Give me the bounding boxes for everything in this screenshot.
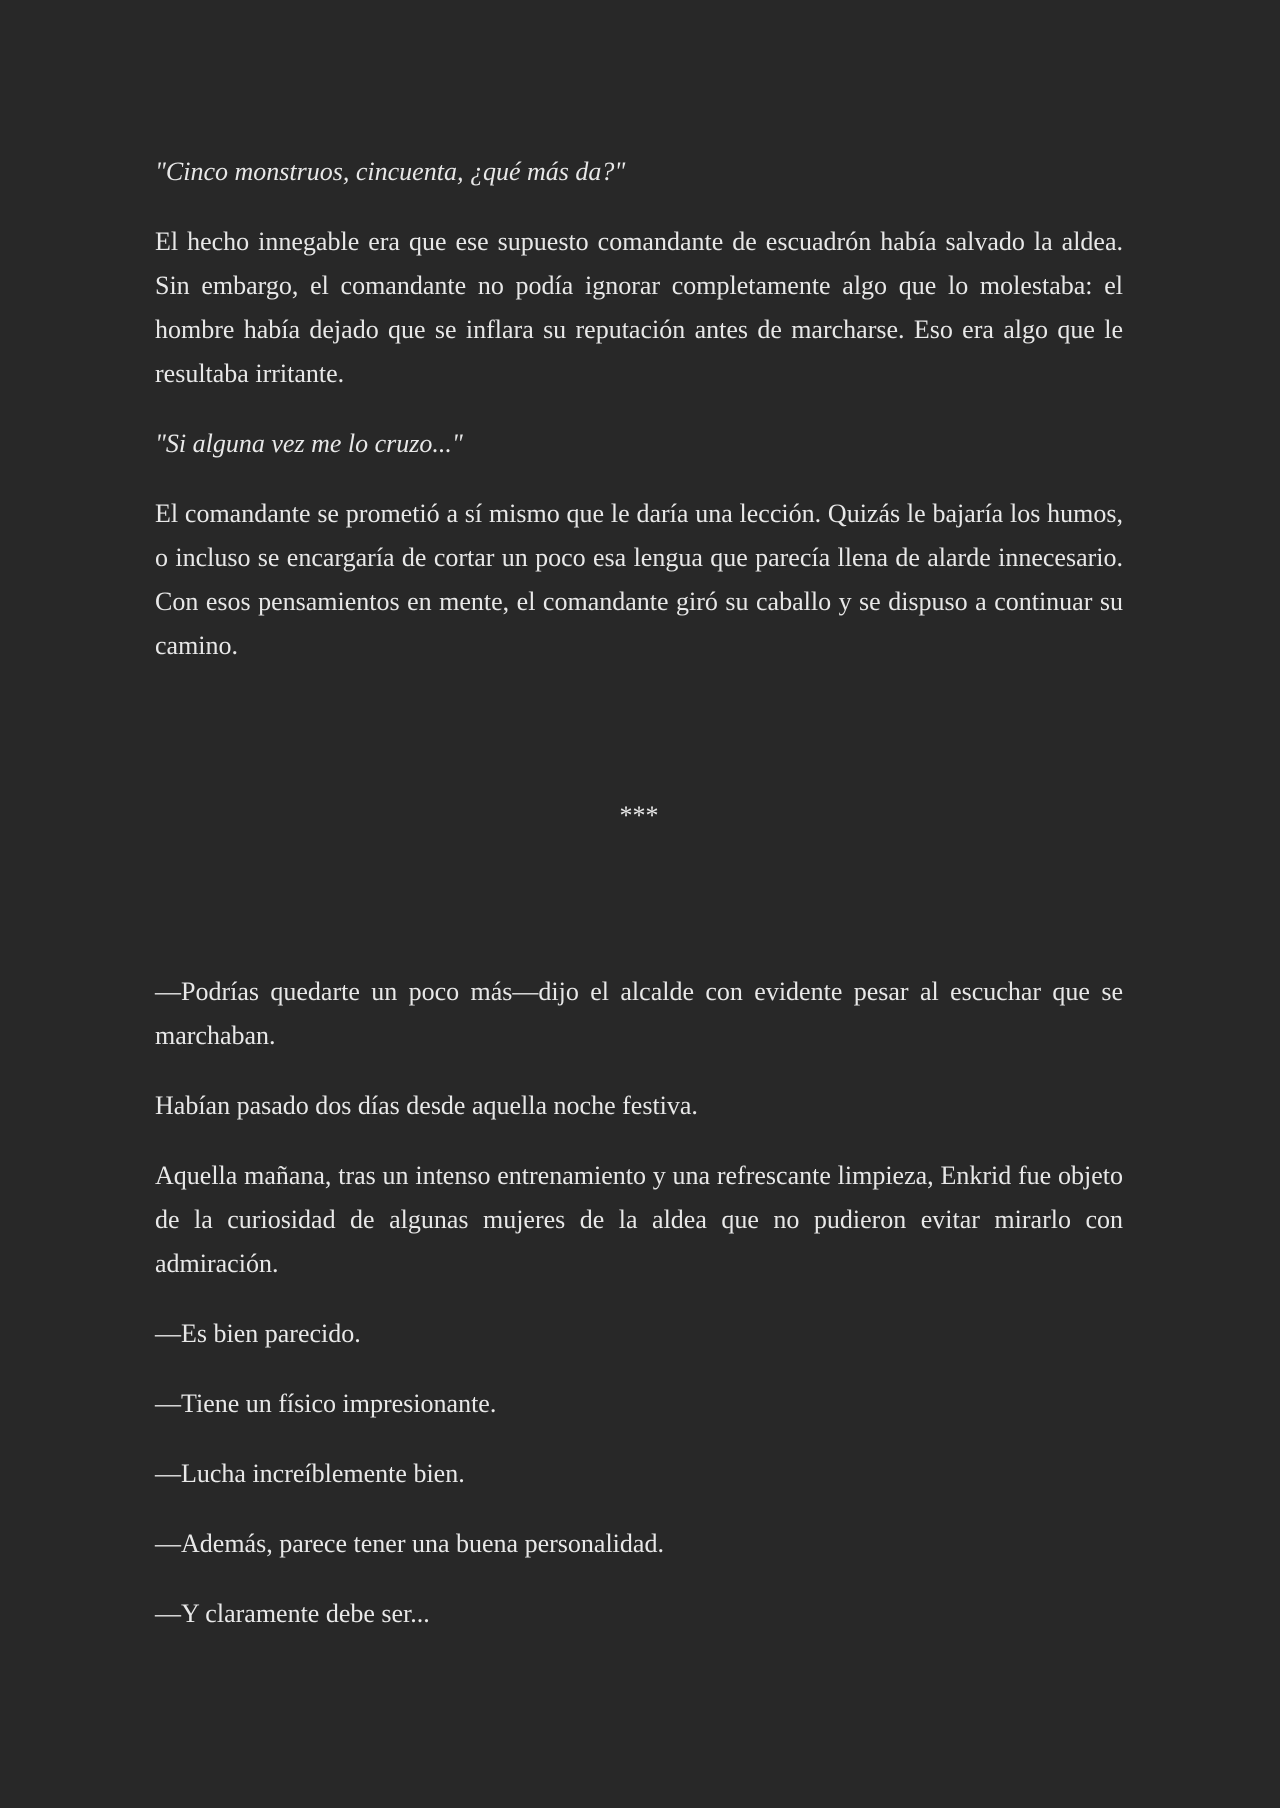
paragraph-dialogue: —Es bien parecido.	[155, 1319, 361, 1348]
paragraph-thought: "Cinco monstruos, cincuenta, ¿qué más da?"	[155, 157, 626, 186]
scene-break: ***	[619, 801, 659, 830]
paragraph-dialogue: —Además, parece tener una buena personalidad.	[155, 1529, 664, 1558]
paragraph: El comandante se prometió a sí mismo que le daría una lección. Quizás le bajaría los humos, o incluso se encargaría de cortar un poco esa lengua que parecía llena de alarde innecesario. Con esos pensamientos en mente, el comandante giró su caballo y se dispuso a continuar su camino.	[155, 499, 1123, 660]
paragraph-dialogue: —Y claramente debe ser...	[155, 1599, 430, 1628]
paragraph-dialogue: —Podrías quedarte un poco más—dijo el alcalde con evidente pesar al escuchar que se marchaban.	[155, 977, 1123, 1050]
paragraph-dialogue: —Tiene un físico impresionante.	[155, 1389, 497, 1418]
paragraph-thought: "Si alguna vez me lo cruzo..."	[155, 429, 463, 458]
paragraph: El hecho innegable era que ese supuesto comandante de escuadrón había salvado la aldea. Sin embargo, el comandante no podía ignorar completamente algo que lo molestaba: el hombre había dejado que se inflara su reputación antes de marcharse. Eso era algo que le resultaba irritante.	[155, 227, 1123, 388]
paragraph: Aquella mañana, tras un intenso entrenamiento y una refrescante limpieza, Enkrid fue objeto de la curiosidad de algunas mujeres de la aldea que no pudieron evitar mirarlo con admiración.	[155, 1161, 1123, 1278]
paragraph-dialogue: —Lucha increíblemente bien.	[155, 1459, 465, 1488]
paragraph: Habían pasado dos días desde aquella noche festiva.	[155, 1091, 698, 1120]
chapter-text	[155, 150, 1123, 1662]
